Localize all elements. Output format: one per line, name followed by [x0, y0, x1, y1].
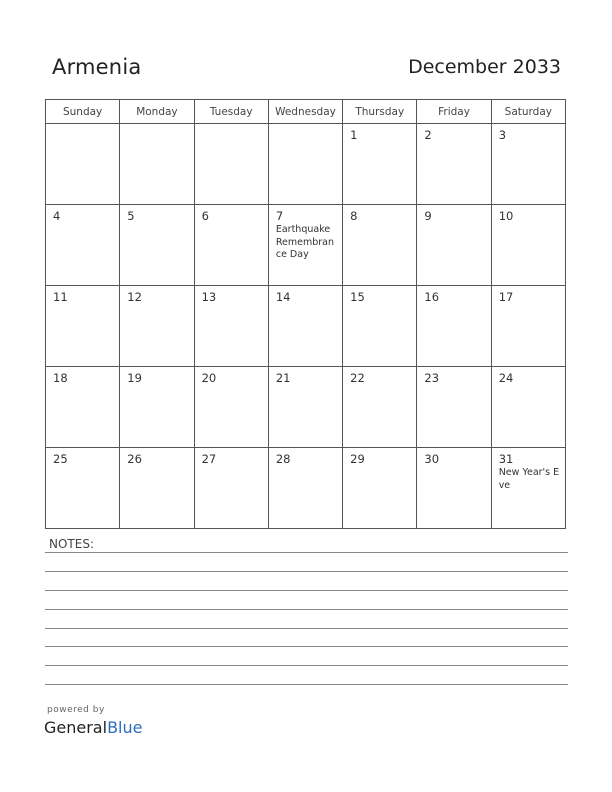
day-cell[interactable] — [194, 367, 268, 448]
day-cell[interactable] — [46, 286, 120, 367]
day-cell[interactable] — [491, 205, 565, 286]
day-cell[interactable] — [343, 448, 417, 529]
day-cell[interactable] — [268, 448, 342, 529]
day-cell[interactable] — [417, 367, 491, 448]
day-number: 16 — [424, 290, 440, 304]
weekday-friday: Friday — [417, 100, 491, 124]
week-row — [46, 286, 566, 367]
day-number: 10 — [498, 209, 514, 223]
day-cell[interactable] — [343, 124, 417, 205]
week-row — [46, 448, 566, 529]
day-cell[interactable] — [268, 367, 342, 448]
day-number: 1 — [350, 128, 358, 142]
day-cell[interactable] — [417, 286, 491, 367]
day-cell[interactable] — [268, 124, 342, 205]
day-cell[interactable] — [120, 124, 194, 205]
day-number: 18 — [53, 371, 68, 385]
country-title: Armenia — [52, 55, 142, 79]
day-number: 8 — [350, 209, 358, 223]
holiday-label: New Year's Eve — [498, 467, 560, 491]
day-number: 14 — [275, 290, 291, 304]
weekday-sunday: Sunday — [46, 100, 120, 124]
day-number: 4 — [53, 209, 61, 223]
weekday-tuesday: Tuesday — [194, 100, 268, 124]
day-number: 5 — [127, 209, 135, 223]
note-line — [45, 571, 568, 572]
calendar-grid — [45, 99, 566, 529]
day-number: 29 — [350, 452, 365, 466]
day-cell[interactable] — [120, 286, 194, 367]
day-number: 12 — [127, 290, 142, 304]
day-cell[interactable] — [120, 205, 194, 286]
day-cell[interactable] — [120, 448, 194, 529]
day-cell[interactable] — [417, 124, 491, 205]
day-number: 9 — [424, 209, 432, 223]
day-number: 19 — [127, 371, 142, 385]
day-number: 23 — [424, 371, 440, 385]
day-cell[interactable] — [491, 124, 565, 205]
day-cell[interactable] — [343, 205, 417, 286]
generalblue-logo[interactable] — [44, 718, 142, 737]
week-row — [46, 367, 566, 448]
day-cell[interactable] — [491, 367, 565, 448]
day-cell[interactable] — [46, 124, 120, 205]
day-cell[interactable] — [46, 205, 120, 286]
brand-general: General — [44, 718, 108, 737]
month-title: December 2033 — [408, 56, 561, 78]
day-cell[interactable] — [417, 205, 491, 286]
note-line — [45, 628, 568, 629]
day-number: 11 — [53, 290, 68, 304]
week-row — [46, 205, 566, 286]
note-line — [45, 646, 568, 647]
day-number: 30 — [424, 452, 440, 466]
day-number: 17 — [498, 290, 514, 304]
day-number: 26 — [127, 452, 142, 466]
holiday-label: Earthquake Remembrance Day — [275, 224, 334, 260]
day-number: 15 — [350, 290, 365, 304]
day-cell[interactable] — [417, 448, 491, 529]
weekday-wednesday: Wednesday — [268, 100, 342, 124]
day-number: 28 — [275, 452, 291, 466]
note-line — [45, 552, 568, 553]
day-cell[interactable] — [194, 448, 268, 529]
day-number: 20 — [201, 371, 217, 385]
day-cell[interactable] — [46, 367, 120, 448]
day-cell[interactable] — [491, 448, 565, 529]
day-number: 22 — [350, 371, 365, 385]
weekday-saturday: Saturday — [491, 100, 565, 124]
weekday-header-row — [46, 100, 566, 124]
day-number: 25 — [53, 452, 68, 466]
day-cell[interactable] — [343, 286, 417, 367]
note-line — [45, 684, 568, 685]
brand-blue: Blue — [107, 718, 143, 737]
weekday-monday: Monday — [120, 100, 194, 124]
week-row — [46, 124, 566, 205]
day-number: 3 — [498, 128, 507, 142]
day-cell[interactable] — [268, 205, 342, 286]
note-line — [45, 665, 568, 666]
weekday-thursday: Thursday — [343, 100, 417, 124]
day-number: 24 — [498, 371, 514, 385]
day-number: 2 — [424, 128, 432, 142]
day-cell[interactable] — [268, 286, 342, 367]
powered-by-text: powered by — [47, 705, 105, 715]
day-cell[interactable] — [194, 286, 268, 367]
day-number: 13 — [201, 290, 217, 304]
notes-label: NOTES: — [49, 537, 94, 551]
day-cell[interactable] — [194, 124, 268, 205]
note-line — [45, 609, 568, 610]
day-cell[interactable] — [343, 367, 417, 448]
day-cell[interactable] — [46, 448, 120, 529]
day-number: 7 — [275, 209, 284, 223]
day-cell[interactable] — [491, 286, 565, 367]
day-number: 27 — [201, 452, 217, 466]
day-cell[interactable] — [120, 367, 194, 448]
day-number: 6 — [201, 209, 209, 223]
day-cell[interactable] — [194, 205, 268, 286]
note-line — [45, 590, 568, 591]
day-number: 31 — [498, 452, 514, 466]
day-number: 21 — [275, 371, 291, 385]
